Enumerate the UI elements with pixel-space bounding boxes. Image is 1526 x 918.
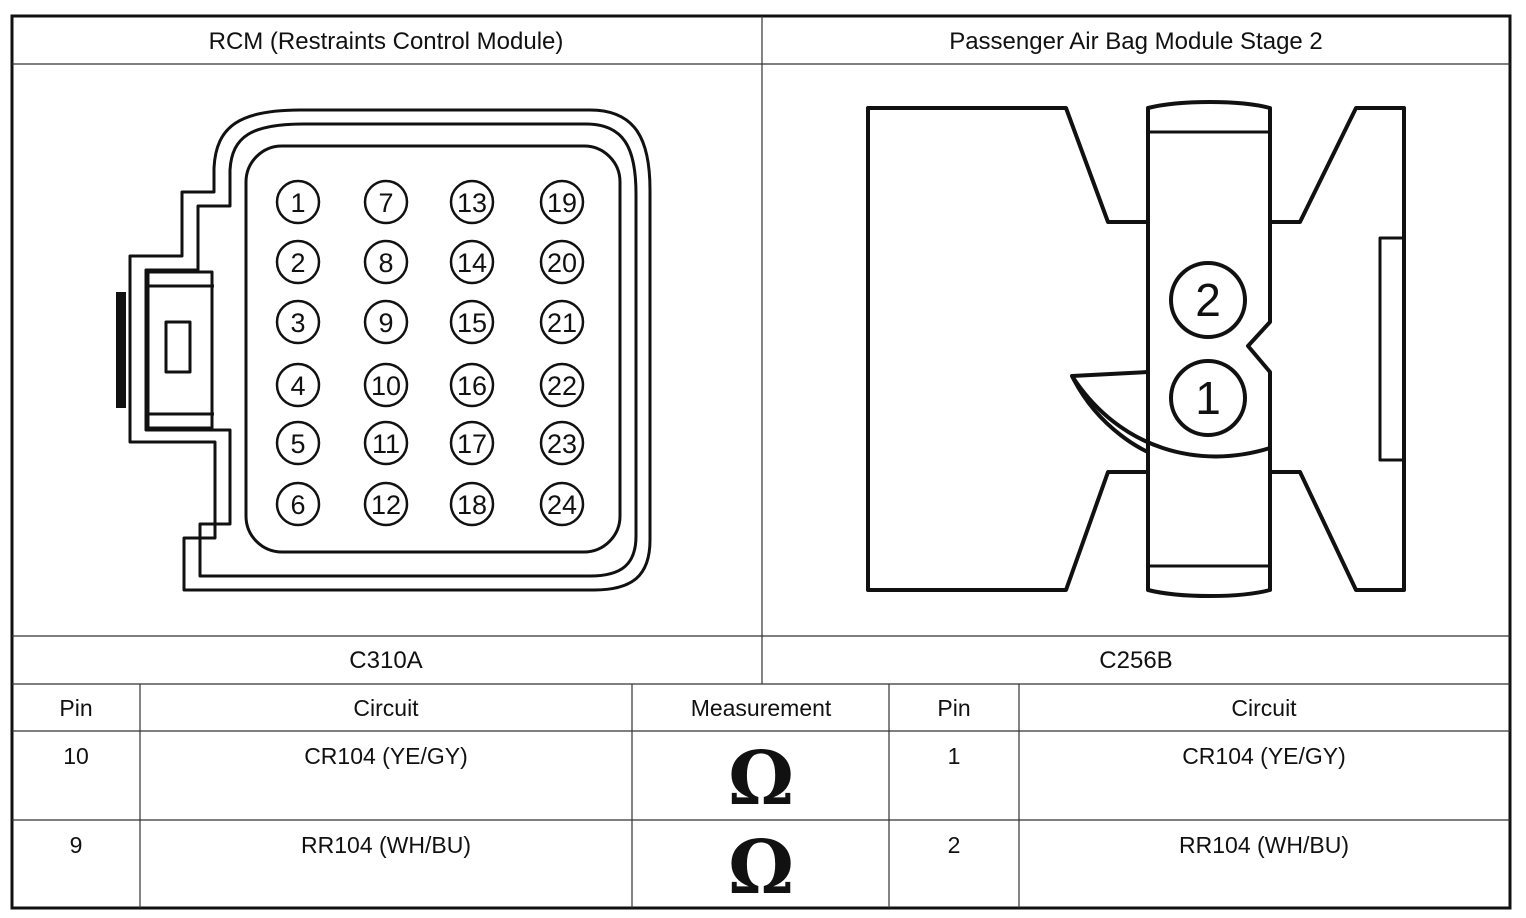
col-header-circuit-a: Circuit [353,695,419,721]
col-header-circuit-b: Circuit [1231,695,1297,721]
rcm-pin-label: 10 [370,371,402,401]
rcm-pin-23 [541,422,583,464]
rcm-pin-grid [277,181,583,525]
rcm-pin-label: 19 [546,188,578,218]
rcm-pin-1 [277,181,319,223]
rcm-pin-label: 6 [290,490,306,520]
airbag-barrel [1148,102,1270,596]
rcm-pin-label: 3 [290,308,306,338]
airbag-pin-label: 1 [1195,372,1221,424]
rcm-pin-19 [541,181,583,223]
airbag-housing-right [1270,108,1404,590]
rcm-pin-label: 16 [456,371,488,401]
rcm-pin-4 [277,364,319,406]
rcm-pin-label: 4 [290,371,306,401]
rcm-pin-20 [541,241,583,283]
rcm-pin-12 [365,483,407,525]
rcm-pin-label: 24 [546,490,578,520]
row1-pin-a: 10 [63,743,89,769]
rcm-pin-label: 13 [456,188,488,218]
row2-pin-a: 9 [69,832,83,858]
airbag-pin-label: 2 [1195,274,1221,326]
rcm-pin-3 [277,301,319,343]
rcm-pin-6 [277,483,319,525]
rcm-pin-label: 21 [546,308,578,338]
rcm-pin-13 [451,181,493,223]
airbag-side-tab [1380,238,1404,460]
airbag-pin-group [1171,263,1245,435]
rcm-pin-7 [365,181,407,223]
rcm-pin-9 [365,301,407,343]
rcm-pin-label: 5 [290,429,306,459]
rcm-pin-label: 12 [370,490,402,520]
rcm-pin-14 [451,241,493,283]
rcm-latch-window [166,322,190,372]
rcm-pin-5 [277,422,319,464]
rcm-latch-tab [116,292,126,408]
rcm-pin-10 [365,364,407,406]
rcm-pin-label: 22 [546,371,578,401]
row2-pin-b: 2 [947,832,961,858]
rcm-pin-label: 2 [290,248,306,278]
row1-circuit-a: CR104 (YE/GY) [304,743,468,769]
rcm-pin-15 [451,301,493,343]
row1-pin-b: 1 [947,743,961,769]
rcm-pin-label: 23 [546,429,578,459]
rcm-pin-label: 18 [456,490,488,520]
col-header-measurement: Measurement [690,695,832,721]
airbag-pin-2 [1171,263,1245,337]
rcm-pin-label: 8 [378,248,394,278]
rcm-connector-id: C310A [349,647,423,674]
airbag-connector-id: C256B [1099,647,1173,674]
rcm-pin-2 [277,241,319,283]
rcm-pin-label: 14 [456,248,488,278]
col-header-pin-b: Pin [937,695,971,721]
rcm-pin-label: 20 [546,248,578,278]
rcm-pin-label: 7 [378,188,394,218]
rcm-pin-label: 11 [371,429,401,459]
row2-circuit-b: RR104 (WH/BU) [1179,832,1349,858]
rcm-pin-label: 1 [290,188,306,218]
rcm-pin-label: 9 [378,308,394,338]
rcm-pin-11 [365,422,407,464]
col-header-pin-a: Pin [59,695,93,721]
rcm-latch [148,272,212,428]
rcm-pin-16 [451,364,493,406]
rcm-pin-24 [541,483,583,525]
airbag-pin-1 [1171,361,1245,435]
rcm-pin-label: 15 [456,308,488,338]
row2-ohm-symbol-icon: Ω [728,825,794,911]
rcm-pin-22 [541,364,583,406]
rcm-pin-18 [451,483,493,525]
row2-circuit-a: RR104 (WH/BU) [301,832,471,858]
rcm-pin-21 [541,301,583,343]
rcm-header: RCM (Restraints Control Module) [208,28,564,55]
airbag-header: Passenger Air Bag Module Stage 2 [949,28,1323,55]
airbag-housing-left [868,108,1148,590]
row1-circuit-b: CR104 (YE/GY) [1182,743,1346,769]
row1-ohm-symbol-icon: Ω [728,736,794,822]
rcm-pin-8 [365,241,407,283]
rcm-pin-label: 17 [456,429,488,459]
rcm-pin-17 [451,422,493,464]
airbag-connector-drawing [868,102,1404,596]
